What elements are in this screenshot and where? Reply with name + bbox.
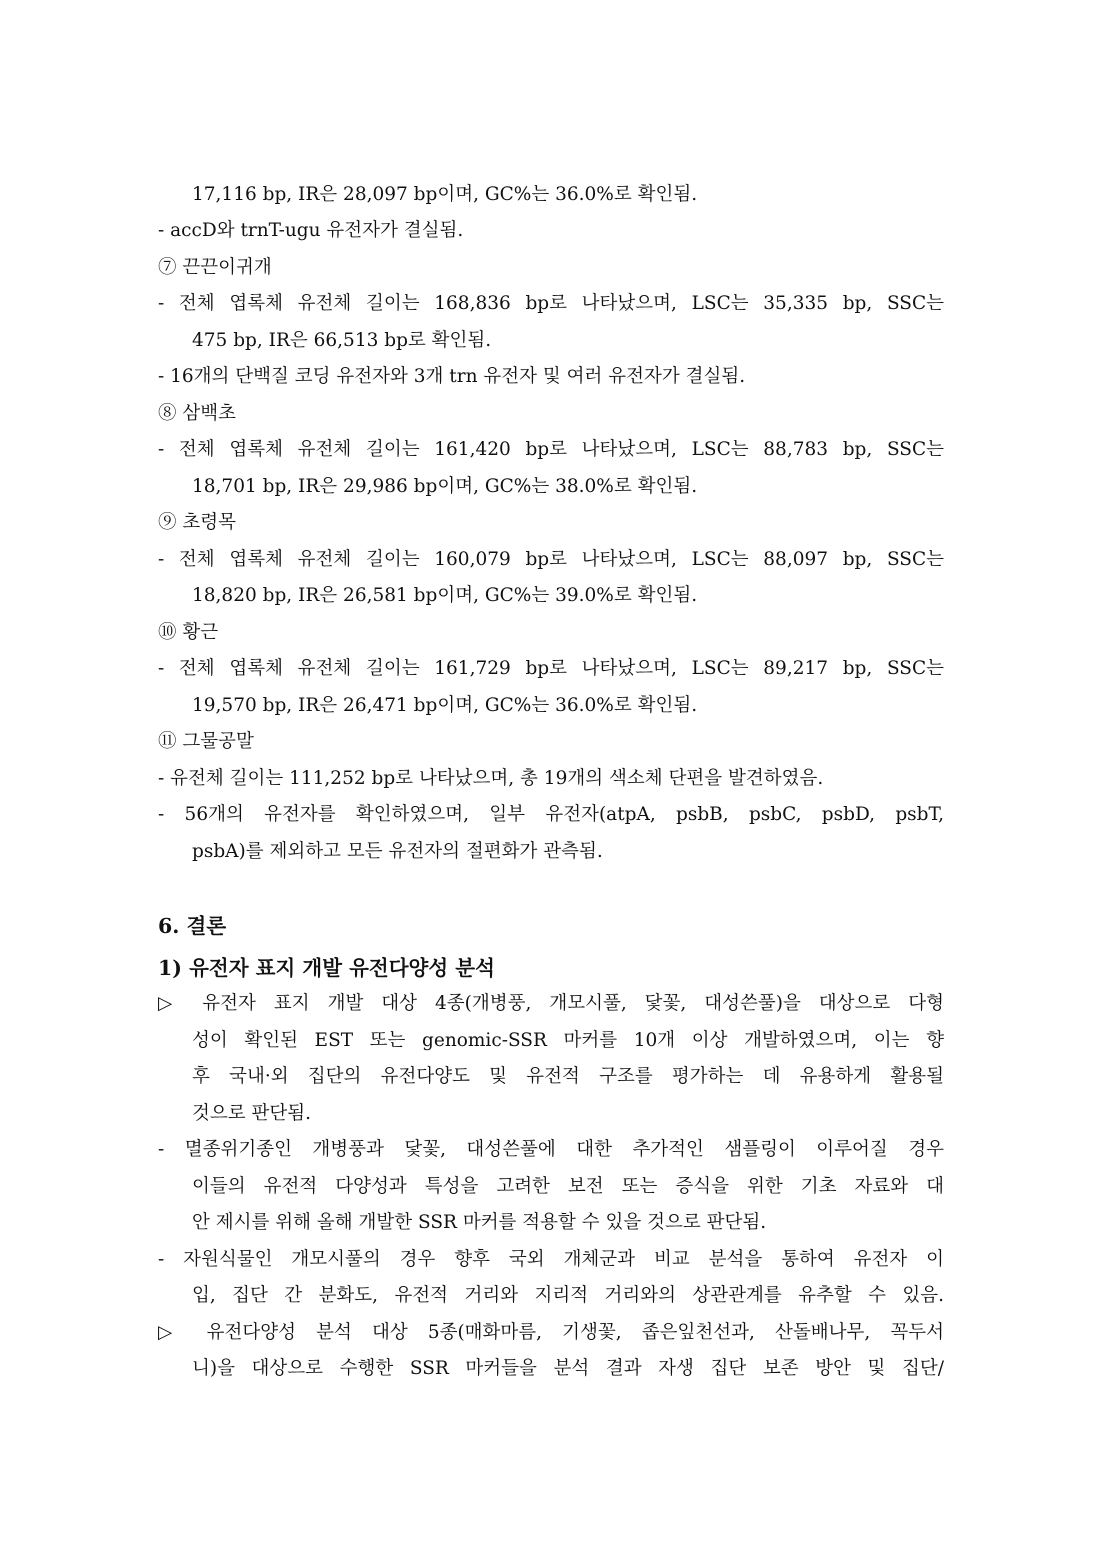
conclusion-line: - 자원식물인 개모시풀의 경우 향후 국외 개체군과 비교 분석을 통하여 유전자 이 (158, 1249, 944, 1270)
text-line-genome-length: - 전체 엽록체 유전체 길이는 161,420 bp로 나타났으며, LSC는 88,783 bp, SSC는 (158, 439, 944, 460)
subsection-title: 1) 유전자 표지 개발 유전다양성 분석 (158, 956, 495, 980)
conclusion-line: ▷ 유전자 표지 개발 대상 4종(개병풍, 개모시풀, 닻꽃, 대성쓴풀)을 대상으로 다형 (158, 993, 944, 1014)
text-line-ir-gc: 19,570 bp, IR은 26,471 bp이며, GC%는 36.0%로 확인됨. (192, 695, 698, 716)
species-heading-11: ⑪ 그물공말 (158, 731, 254, 752)
text-line-gene-deletion: - accD와 trnT-ugu 유전자가 결실됨. (158, 220, 464, 241)
conclusion-line: 이들의 유전적 다양성과 특성을 고려한 보전 또는 증식을 위한 기초 자료와 대 (192, 1176, 944, 1197)
text-line-genome-length: - 전체 엽록체 유전체 길이는 161,729 bp로 나타났으며, LSC는 89,217 bp, SSC는 (158, 658, 944, 679)
section-title: 6. 결론 (158, 914, 227, 938)
conclusion-line: - 멸종위기종인 개병풍과 닻꽃, 대성쓴풀에 대한 추가적인 샘플링이 이루어질 경우 (158, 1139, 944, 1160)
text-line-fragmentation: psbA)를 제외하고 모든 유전자의 절편화가 관측됨. (192, 841, 603, 862)
conclusion-line: 후 국내·외 집단의 유전다양도 및 유전적 구조를 평가하는 데 유용하게 활용될 (192, 1066, 944, 1087)
text-line-genome-length: - 전체 엽록체 유전체 길이는 160,079 bp로 나타났으며, LSC는 88,097 bp, SSC는 (158, 549, 944, 570)
text-line-gene-list: - 56개의 유전자를 확인하였으며, 일부 유전자(atpA, psbB, psbC, psbD, psbT, (158, 804, 944, 825)
text-line-genome-length: - 전체 엽록체 유전체 길이는 168,836 bp로 나타났으며, LSC는 35,335 bp, SSC는 (158, 293, 944, 314)
species-heading-8: ⑧ 삼백초 (158, 403, 236, 424)
conclusion-line: 니)을 대상으로 수행한 SSR 마커들을 분석 결과 자생 집단 보존 방안 및 집단/ (192, 1358, 944, 1379)
conclusion-line: ▷ 유전다양성 분석 대상 5종(매화마름, 기생꽃, 좁은잎천선과, 산돌배나무, 꼭두서 (158, 1322, 944, 1343)
text-line-ir-gc: 18,820 bp, IR은 26,581 bp이며, GC%는 39.0%로 확인됨. (192, 585, 698, 606)
conclusion-line: 입, 집단 간 분화도, 유전적 거리와 지리적 거리와의 상관관계를 유추할 수 있음. (192, 1285, 944, 1306)
text-line-gene-deletion: - 16개의 단백질 코딩 유전자와 3개 trn 유전자 및 여러 유전자가 결실됨. (158, 366, 746, 387)
species-heading-10: ⑩ 황근 (158, 622, 219, 643)
text-line-ir: 475 bp, IR은 66,513 bp로 확인됨. (192, 330, 492, 351)
conclusion-line: 것으로 판단됨. (192, 1103, 311, 1124)
conclusion-line: 안 제시를 위해 올해 개발한 SSR 마커를 적용할 수 있을 것으로 판단됨. (192, 1212, 767, 1233)
text-line-genome-length: - 유전체 길이는 111,252 bp로 나타났으며, 총 19개의 색소체 단편을 발견하였음. (158, 768, 824, 789)
species-heading-9: ⑨ 초령목 (158, 512, 236, 533)
species-heading-7: ⑦ 끈끈이귀개 (158, 257, 272, 278)
conclusion-line: 성이 확인된 EST 또는 genomic-SSR 마커를 10개 이상 개발하였으며, 이는 향 (192, 1030, 944, 1051)
text-line-ir-gc: 17,116 bp, IR은 28,097 bp이며, GC%는 36.0%로 확인됨. (192, 184, 698, 205)
text-line-ir-gc: 18,701 bp, IR은 29,986 bp이며, GC%는 38.0%로 확인됨. (192, 476, 698, 497)
